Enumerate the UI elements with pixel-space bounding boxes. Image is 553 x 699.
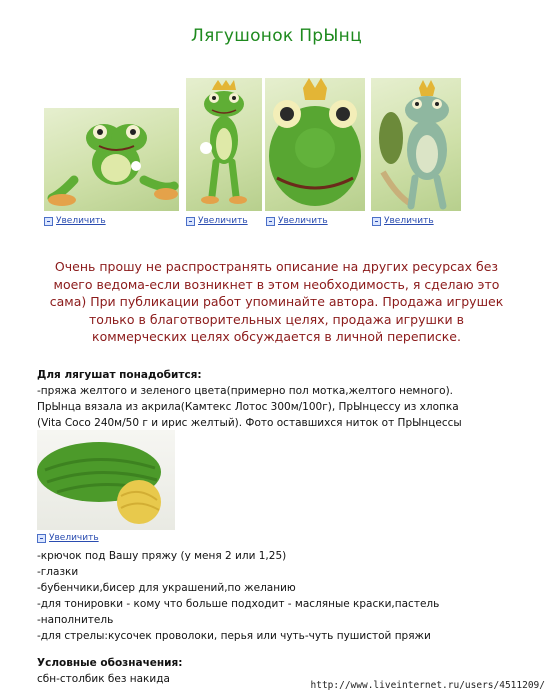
materials-list-item: -глазки [37,566,79,578]
magnify-icon [266,217,275,226]
materials-heading: Для лягушат понадобится: [37,369,202,381]
notice-line: Очень прошу не распространять описание на других ресурсах без [54,259,499,274]
zoom-label: Увеличить [56,216,106,226]
notice-line: коммерческих целях обсуждается в личной переписке. [92,329,461,344]
zoom-link-3[interactable] [266,216,328,226]
zoom-label: Увеличить [198,216,248,226]
zoom-link-2[interactable] [186,216,248,226]
magnify-icon [37,534,46,543]
notice-line: моего ведома-если возникнет в этом необходимость, я сделаю это [53,276,500,292]
frog-sitting-image [44,108,179,211]
materials-line: (Vita Coco 240м/50 г и ирис желтый). Фото оставшихся ниток от ПрЫнцессы [37,417,462,429]
page-title: Лягушонок ПрЫнц [191,26,362,46]
materials-list-item: -бубенчики,бисер для украшений,по желанию [37,582,296,594]
yarn-zoom-link[interactable] [37,533,99,543]
zoom-label: Увеличить [278,216,328,226]
materials-list-item: -для тонировки - кому что больше подходит - масляные краски,пастель [37,598,440,610]
frog-photo-4[interactable] [371,78,461,211]
materials-list-item: -для стрелы:кусочек проволоки, перья или чуть-чуть пушистой пряжи [37,630,431,642]
magnify-icon [372,217,381,226]
frog-photo-2[interactable] [186,78,262,211]
frog-photo-3[interactable] [265,78,365,211]
legend-item: сбн-столбик без накида [37,673,170,685]
yarn-photo[interactable] [37,430,175,530]
frog-face-closeup-image [265,78,365,211]
frog-photo-1[interactable] [44,108,179,211]
copyright-notice [30,258,523,346]
legend-heading: Условные обозначения: [37,657,183,669]
zoom-link-4[interactable] [372,216,434,226]
zoom-label: Увеличить [384,216,434,226]
zoom-link-1[interactable] [44,216,106,226]
frog-princess-image [371,78,461,211]
materials-list-item: -наполнитель [37,614,114,626]
source-watermark: http://www.liveinternet.ru/users/4511209/ [310,680,545,691]
frog-standing-image [186,78,262,211]
notice-line: сама) При публикации работ упоминайте автора. Продажа игрушек [49,294,504,309]
materials-list-item: -крючок под Вашу пряжу (у меня 2 или 1,25) [37,550,287,562]
yarn-skeins-image [37,430,175,530]
zoom-label: Увеличить [49,533,99,543]
materials-line: -пряжа желтого и зеленого цвета(примерно пол мотка,желтого немного). [37,385,454,397]
magnify-icon [186,217,195,226]
magnify-icon [44,217,53,226]
notice-line: только в благотворительных целях, продажа игрушки в [89,311,464,327]
materials-line: ПрЫнца вязала из акрила(Камтекс Лотос 300м/100г), ПрЫнцессу из хлопка [37,401,459,413]
